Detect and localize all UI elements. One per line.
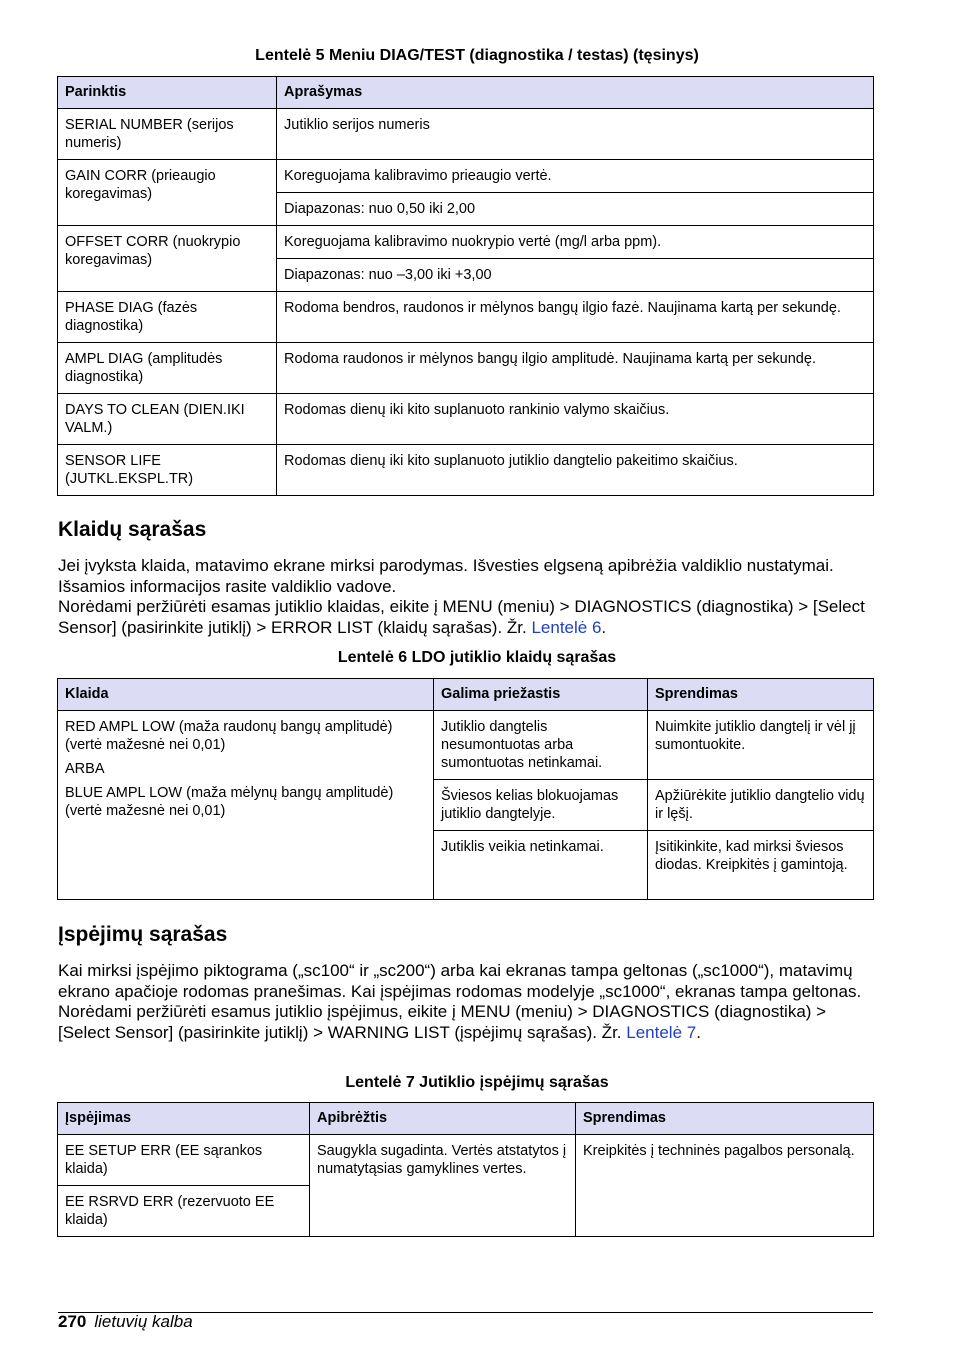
table5-desc: Rodomas dienų iki kito suplanuoto rankinio valymo skaičius. [277,394,874,445]
table6-header-cause: Galima priežastis [434,679,648,711]
table7-warning: EE RSRVD ERR (rezervuoto EE klaida) [58,1186,310,1237]
table5-option: OFFSET CORR (nuokrypio koregavimas) [58,226,277,292]
table5-desc: Jutiklio serijos numeris [277,109,874,160]
table-row [58,1135,874,1186]
page-footer [58,1312,193,1332]
table-row [58,109,874,160]
table-row [58,445,874,496]
table7-header-definition: Apibrėžtis [310,1103,576,1135]
table6-solution: Įsitikinkite, kad mirksi šviesos diodas. Kreipkitės į gamintoją. [648,831,874,900]
table6 [57,678,874,900]
table6-link[interactable]: Lentelė 6 [531,617,602,637]
table7-definition: Saugykla sugadinta. Vertės atstatytos į numatytąsias gamyklines vertes. [310,1135,576,1237]
warnings-paragraph-end: . [696,1022,701,1042]
table5-option: AMPL DIAG (amplitudės diagnostika) [58,343,277,394]
table5-caption: Lentelė 5 Meniu DIAG/TEST (diagnostika / testas) (tęsinys) [255,47,699,64]
page-number: 270 [58,1312,87,1331]
table5-header-row [58,77,874,109]
table7-header-row [58,1103,874,1135]
table-row [58,292,874,343]
table6-error-line: ARBA [65,761,105,777]
table6-error-line: BLUE AMPL LOW (maža mėlynų bangų amplitudė) (vertė mažesnė nei 0,01) [65,785,394,819]
table-row [58,343,874,394]
table7-header-warning: Įspėjimas [58,1103,310,1135]
table7-link[interactable]: Lentelė 7 [626,1022,697,1042]
table-row [58,394,874,445]
table7-caption: Lentelė 7 Jutiklio įspėjimų sąrašas [345,1074,609,1091]
footer-language: lietuvių kalba [94,1312,193,1331]
table6-header-error: Klaida [58,679,434,711]
table6-caption: Lentelė 6 LDO jutiklio klaidų sąrašas [337,649,617,666]
table5-desc: Diapazonas: nuo –3,00 iki +3,00 [277,259,874,292]
table6-solution: Apžiūrėkite jutiklio dangtelio vidų ir lęšį. [648,780,874,831]
table6-header-solution: Sprendimas [648,679,874,711]
table5-desc: Rodoma raudonos ir mėlynos bangų ilgio amplitudė. Naujinama kartą per sekundę. [277,343,874,394]
table5-header-option: Parinktis [58,77,277,109]
table7 [57,1102,874,1237]
table6-solution: Nuimkite jutiklio dangtelį ir vėl jį sumontuokite. [648,711,874,780]
table5-desc: Diapazonas: nuo 0,50 iki 2,00 [277,193,874,226]
table5 [57,76,874,496]
table6-cause: Jutiklis veikia netinkamai. [434,831,648,900]
table5-option: SENSOR LIFE (JUTKL.EKSPL.TR) [58,445,277,496]
table-row [58,226,874,259]
table5-option: GAIN CORR (prieaugio koregavimas) [58,160,277,226]
table5-header-desc: Aprašymas [277,77,874,109]
warnings-heading: Įspėjimų sąrašas [58,923,228,946]
table5-desc: Koreguojama kalibravimo nuokrypio vertė (mg/l arba ppm). [277,226,874,259]
table6-cause: Šviesos kelias blokuojamas jutiklio dangtelyje. [434,780,648,831]
errors-heading: Klaidų sąrašas [58,518,207,541]
warnings-paragraph [58,961,878,1043]
table5-option: SERIAL NUMBER (serijos numeris) [58,109,277,160]
table6-error-line: RED AMPL LOW (maža raudonų bangų amplitudė) (vertė mažesnė nei 0,01) [65,719,393,753]
errors-paragraph-1: Jei įvyksta klaida, matavimo ekrane mirksi parodymas. Išvesties elgseną apibrėžia valdiklio nustatymai. Išsamios informacijos rasite valdiklio vadove. [58,556,834,596]
table6-error-cell [58,711,434,900]
errors-paragraph-2-text: Norėdami peržiūrėti esamas jutiklio klaidas, eikite į MENU (meniu) > DIAGNOSTICS (diagnostika) > [Select Sensor] (pasirinkite jutiklį) > ERROR LIST (klaidų sąrašas). Žr. [58,597,865,637]
table6-cause: Jutiklio dangtelis nesumontuotas arba sumontuotas netinkamai. [434,711,648,780]
table5-desc: Koreguojama kalibravimo prieaugio vertė. [277,160,874,193]
table-row [58,711,874,780]
errors-paragraph-2 [58,597,878,638]
table7-header-solution: Sprendimas [576,1103,874,1135]
table7-warning: EE SETUP ERR (EE sąrankos klaida) [58,1135,310,1186]
table7-solution: Kreipkitės į techninės pagalbos personalą. [576,1135,874,1237]
table5-option: PHASE DIAG (fazės diagnostika) [58,292,277,343]
errors-paragraph-2-end: . [601,617,607,637]
table6-header-row [58,679,874,711]
table-row [58,160,874,193]
table5-desc: Rodomas dienų iki kito suplanuoto jutiklio dangtelio pakeitimo skaičius. [277,445,874,496]
table5-option: DAYS TO CLEAN (DIEN.IKI VALM.) [58,394,277,445]
warnings-paragraph-text: Kai mirksi įspėjimo piktograma („sc100“ ir „sc200“) arba kai ekranas tampa geltonas („sc1000“), matavimų ekrano apačioje rodomas pranešimas. Kai įspėjimas rodomas modelyje „sc1000“, ekranas tampa geltonas. Norėdami peržiūrėti esamus jutiklio įspėjimus, eikite į MENU (meniu) > DIAGNOSTICS (diagnostika) > [Select Sensor] (pasirinkite jutiklį) > WARNING LIST (įspėjimų sąrašas). Žr. [58,961,862,1042]
table5-desc: Rodoma bendros, raudonos ir mėlynos bangų ilgio fazė. Naujinama kartą per sekundę. [277,292,874,343]
